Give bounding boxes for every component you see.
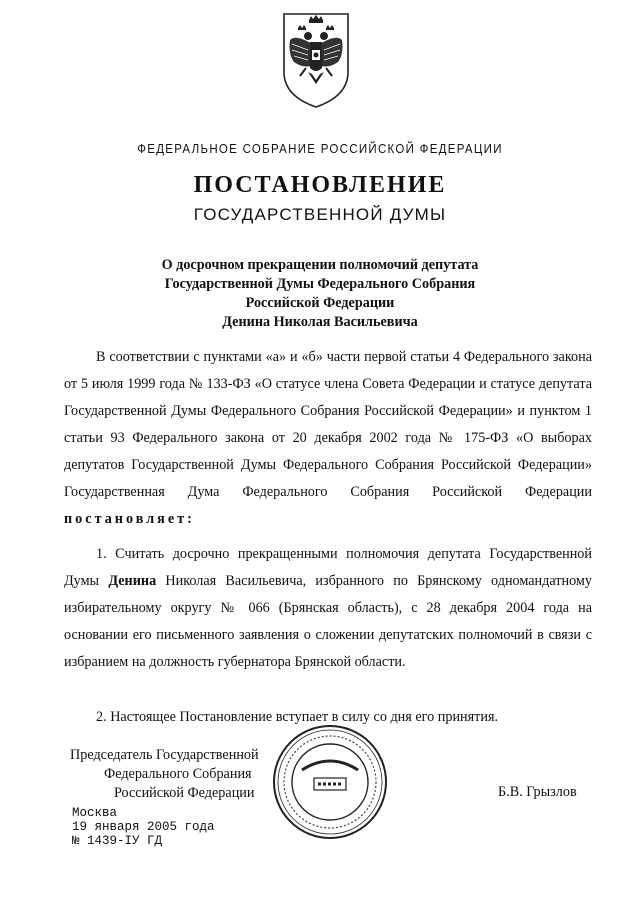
heading-line-2: Государственной Думы Федерального Собрания <box>164 276 476 292</box>
signer-name: Б.В. Грызлов <box>498 784 577 800</box>
preamble-text: В соответствии с пунктами «а» и «б» части первой статьи 4 Федерального закона от 5 июля 1999 года № 133-ФЗ «О статусе члена Совета Федерации и статусе депутата Государственной Думы Федерального Собрания Российской Федерации» и пунктом 1 статьи 93 Федерального закона от 20 декабря 2002 года № 175-ФЗ «О выборах депутатов Государственной Думы Федерального Собрания Российской Федерации» Государственная Дума Федерального Собрания Российской Федерации <box>64 349 592 500</box>
state-emblem-icon <box>278 10 354 110</box>
signature-line-3: Российской Федерации <box>114 785 255 801</box>
signature-line-2: Федерального Собрания <box>104 766 252 782</box>
document-subtitle: ГОСУДАРСТВЕННОЙ ДУМЫ <box>193 205 447 224</box>
clause-1-paragraph <box>64 541 592 676</box>
resolution-heading <box>0 256 640 332</box>
official-stamp-icon <box>270 722 390 842</box>
organization-name: ФЕДЕРАЛЬНОЕ СОБРАНИЕ РОССИЙСКОЙ ФЕДЕРАЦИИ <box>137 142 503 156</box>
footer-number: № 1439-IУ ГД <box>72 834 163 848</box>
footer-city: Москва <box>72 806 118 820</box>
heading-line-4: Денина Николая Васильевича <box>222 314 418 330</box>
preamble-emphasis: постановляет: <box>64 511 195 527</box>
document-title: ПОСТАНОВЛЕНИЕ <box>193 172 447 198</box>
document-footer <box>72 806 215 848</box>
footer-date: 19 января 2005 года <box>72 820 215 834</box>
clause-1-surname: Денина <box>108 573 157 589</box>
clause-2-paragraph: 2. Настоящее Постановление вступает в силу со дня его принятия. <box>96 709 499 725</box>
clause-1-after: Николая Васильевича, избранного по Брянскому одномандатному избирательному округу № 066 (Брянская область), с 28 декабря 2004 года на основании его письменного заявления о сложении депутатских полномочий в связи с избранием на должность губернатора Брянской области. <box>64 573 592 670</box>
heading-line-3: Российской Федерации <box>245 295 395 311</box>
preamble-paragraph <box>64 344 592 533</box>
signature-line-1: Председатель Государственной <box>70 747 259 763</box>
heading-line-1: О досрочном прекращении полномочий депутата <box>161 257 479 273</box>
clause-1-before: 1. Считать досрочно прекращенными полномочия депутата Государственной Думы <box>64 546 592 589</box>
